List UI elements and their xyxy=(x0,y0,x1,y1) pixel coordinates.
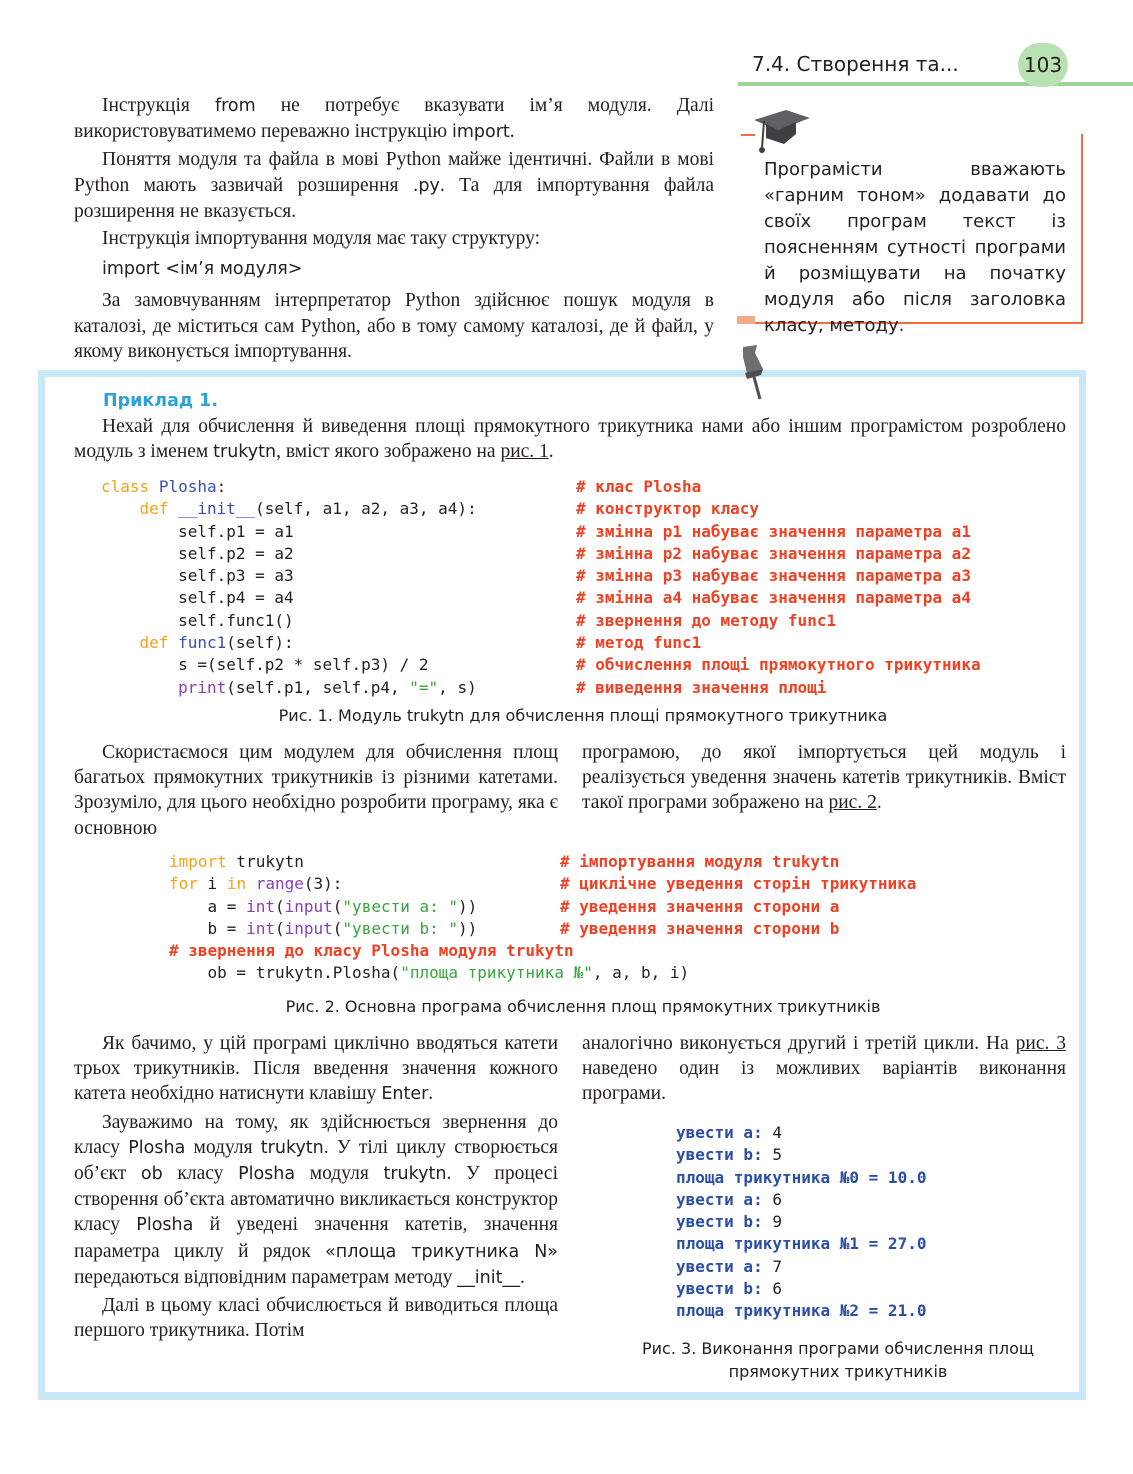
figure-3-link[interactable]: рис. 3 xyxy=(1015,1033,1066,1054)
code-line: class Plosha: xyxy=(101,477,227,496)
code-comment: # метод func1 xyxy=(576,633,702,653)
code-line: def func1(self): xyxy=(139,633,294,653)
example-title: Приклад 1. xyxy=(103,391,218,411)
lower-paragraph-2: Зауважимо на тому, як здійснюється звернення до класу Plosha модуля trukytn. У тілі циклу створюється об’єкт ob класу Plosha модуля trukytn. У процесі створення об’єкта автоматично викликається конструктор класу Plosha й уведені значення катетів, значення параметра циклу й рядок «площа трикутника N» передаються відповідним параметрам методу __init__. xyxy=(74,1111,559,1288)
code-comment: # змінна p1 набуває значення параметра a1 xyxy=(576,521,971,541)
lower-column-left xyxy=(74,1031,558,1343)
code-comment: # уведення значення сторони a xyxy=(560,896,840,916)
code-comment: # імпортування модуля trukytn xyxy=(560,852,840,871)
code-line: ob = trukytn.Plosha("площа трикутника №", a, b, i) xyxy=(207,963,690,983)
code-line: b = int(input("увести b: ")) xyxy=(207,918,478,938)
figure-1-link[interactable]: рис. 1 xyxy=(500,441,549,463)
code-listing-2-comments xyxy=(560,851,916,940)
code-listing-1-comments xyxy=(576,476,981,699)
section-title: 7.4. Створення та... xyxy=(752,52,959,76)
code-line: def __init__(self, a1, a2, a3, a4): xyxy=(139,499,477,519)
output-line: увести b: 5 xyxy=(676,1145,782,1165)
figure-3-caption: Рис. 3. Виконання програми обчислення площ прямокутних трикутників xyxy=(642,1339,1034,1381)
code-comment: # циклічне уведення сторін трикутника xyxy=(560,874,917,894)
header-rule xyxy=(738,82,1133,86)
intro-paragraph-3: Інструкція імпортування модуля має таку структуру: xyxy=(102,228,541,250)
code-comment: # змінна a4 набуває значення параметра a4 xyxy=(576,588,971,608)
output-line: увести b: 6 xyxy=(676,1279,782,1299)
code-comment: # звернення до класу Plosha модуля trukytn xyxy=(169,941,574,961)
code-line: self.func1() xyxy=(178,610,294,630)
page-number: 103 xyxy=(1018,43,1068,87)
output-line: увести a: 4 xyxy=(676,1123,782,1142)
output-line: увести b: 9 xyxy=(676,1212,782,1232)
figure-1-caption: Рис. 1. Модуль trukytn для обчислення площі прямокутного трикутника xyxy=(278,706,888,725)
program-output xyxy=(676,1122,926,1323)
intro-paragraph-2: Поняття модуля та файла в мові Python майже ідентичні. Файли в мові Python мають зазвичай розширення .py. Та для імпортування файла розширення не вказується. xyxy=(74,149,714,222)
code-line: a = int(input("увести a: ")) xyxy=(207,896,478,916)
code-comment: # уведення значення сторони b xyxy=(560,918,840,938)
figure-2-link[interactable]: рис. 2 xyxy=(828,792,877,814)
code-comment: # конструктор класу xyxy=(576,499,760,519)
mid-column-right: програмою, до якої імпортується цей модуль і реалізується уведення значень катетів трикутників. Вміст такої програми зображено на рис. 2. xyxy=(582,742,1066,814)
mid-column-left: Скористаємося цим модулем для обчислення площ багатьох прямокутних трикутників із різними катетами. Зрозуміло, для цього необхідно розробити програму, яка є основною xyxy=(74,742,558,839)
output-line: площа трикутника №0 = 10.0 xyxy=(676,1167,927,1187)
intro-text xyxy=(74,93,714,364)
graduation-cap-icon xyxy=(750,104,814,158)
code-listing-1 xyxy=(101,476,477,699)
output-line: увести a: 7 xyxy=(676,1256,782,1276)
code-comment: # змінна p3 набуває значення параметра a3 xyxy=(576,566,971,586)
code-comment: # змінна p2 набуває значення параметра a2 xyxy=(576,543,971,563)
figure-2-caption: Рис. 2. Основна програма обчислення площ прямокутних трикутників xyxy=(285,997,881,1016)
code-comment: # звернення до методу func1 xyxy=(576,610,837,630)
lower-paragraph-1: Як бачимо, у цій програмі циклічно вводяться катети трьох трикутників. Після введення значення кожного катета необхідно натиснути клавішу Enter. xyxy=(74,1033,558,1105)
code-line: for i in range(3): xyxy=(169,874,343,894)
code-line: print(self.p1, self.p4, "=", s) xyxy=(178,677,477,697)
intro-paragraph-4: За замовчуванням інтерпретатор Python здійснює пошук модуля в каталозі, де міститься сам Python, або в тому самому каталозі, де й файл, у якому виконується імпортування. xyxy=(74,290,714,362)
code-line: import trukytn xyxy=(169,852,304,871)
output-line: площа трикутника №1 = 27.0 xyxy=(676,1234,927,1254)
side-note-text: Програмісти вважають «гарним тоном» додавати до своїх програм текст із поясненням сутності програми й розміщувати на початку модуля або після заголовка класу, методу. xyxy=(764,159,1066,336)
output-line: увести a: 6 xyxy=(676,1189,782,1209)
code-line: s =(self.p2 * self.p3) / 2 xyxy=(178,655,429,675)
code-comment: # обчислення площі прямокутного трикутника xyxy=(576,655,981,675)
code-line: self.p4 = a4 xyxy=(178,588,294,608)
lower-column-right: аналогічно виконується другий і третій цикли. На рис. 3 наведено один із можливих варіантів виконання програми. xyxy=(582,1033,1066,1105)
code-line: self.p3 = a3 xyxy=(178,566,294,586)
output-line: площа трикутника №2 = 21.0 xyxy=(676,1301,927,1321)
code-comment: # клас Plosha xyxy=(576,477,702,496)
intro-paragraph-1: Інструкція from не потребує вказувати ім’я модуля. Далі використовуватимемо переважно інструкцію import. xyxy=(74,95,714,143)
code-line: self.p1 = a1 xyxy=(178,521,294,541)
lower-paragraph-3: Далі в цьому класі обчислюється й виводиться площа першого трикутника. Потім xyxy=(74,1295,558,1342)
code-line: self.p2 = a2 xyxy=(178,543,294,563)
code-comment: # виведення значення площі xyxy=(576,677,827,697)
import-syntax: import <ім’я модуля> xyxy=(102,259,303,280)
example-lead: Нехай для обчислення й виведення площі прямокутного трикутника нами або іншим програмістом розроблено модуль з іменем trukytn, вміст якого зображено на рис. 1. xyxy=(74,416,1066,463)
pushpin-icon xyxy=(733,343,773,403)
